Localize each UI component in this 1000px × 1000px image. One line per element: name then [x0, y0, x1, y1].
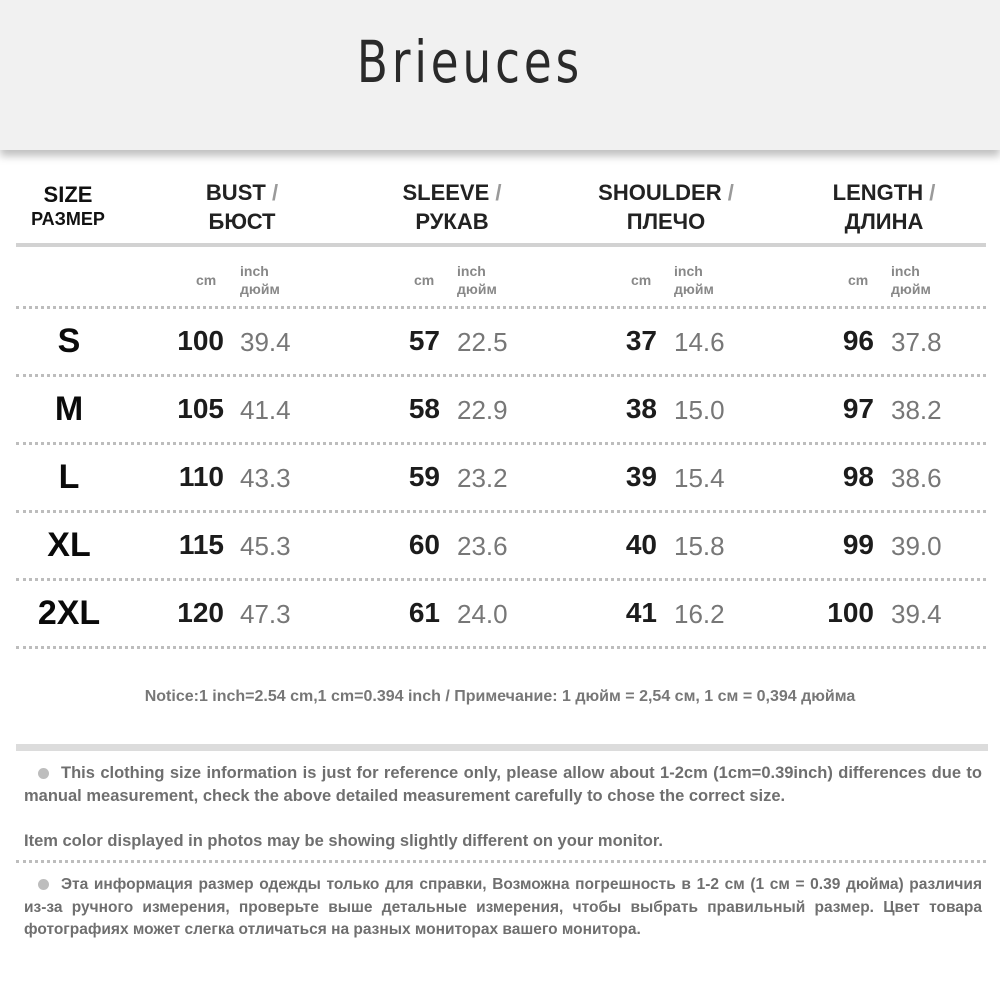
unit-cm: cm: [414, 272, 435, 288]
bust-cm: 110: [178, 461, 224, 492]
length-cm: 98: [842, 461, 874, 492]
shoulder-inch: 15.0: [674, 395, 725, 425]
unit-inch-en: inch: [674, 263, 703, 279]
sleeve-cm: 60: [408, 529, 440, 560]
length-inch: 39.0: [891, 531, 942, 561]
unit-cm: cm: [848, 272, 869, 288]
shoulder-cm: 40: [625, 529, 657, 560]
disclaimer-en: [24, 762, 982, 807]
unit-inch-en: inch: [240, 263, 269, 279]
shoulder-inch: 15.8: [674, 531, 725, 561]
length-cm: 97: [842, 393, 874, 424]
column-header-bust: [142, 178, 342, 236]
sleeve-inch: 24.0: [457, 599, 508, 629]
length-cm: 99: [842, 529, 874, 560]
row-divider: [16, 442, 986, 445]
column-header-ru: РУКАВ: [415, 209, 489, 234]
sleeve-cm: 61: [408, 597, 440, 628]
shoulder-cm: 39: [625, 461, 657, 492]
length-inch: 37.8: [891, 327, 942, 357]
column-header-en: BUST: [205, 180, 266, 205]
sleeve-inch: 23.6: [457, 531, 508, 561]
unit-inch: [891, 262, 931, 298]
unit-cm: cm: [196, 272, 217, 288]
shoulder-inch: 16.2: [674, 599, 725, 629]
disclaimer-ru-text: Эта информация размер одежды только для справки, Возможна погрешность в 1-2 см (1 см = 0.39 дюйма) различия из-за ручного измерения, проверьте выше детальные измерения, чтобы выбрать правильный размер. Цвет товара фотографиях может слегка отличаться на разных мониторах вашего монитора.: [24, 876, 982, 938]
unit-inch: [457, 262, 497, 298]
column-header-shoulder: [566, 178, 766, 236]
length-cm: 100: [827, 597, 874, 628]
sleeve-cm: 58: [408, 393, 440, 424]
length-cm: 96: [842, 325, 874, 356]
bust-inch: 45.3: [240, 531, 291, 561]
length-inch: 39.4: [891, 599, 942, 629]
bust-inch: 39.4: [240, 327, 291, 357]
size-label: M: [54, 390, 84, 428]
size-label: XL: [47, 526, 91, 564]
shoulder-inch: 14.6: [674, 327, 725, 357]
unit-inch: [674, 262, 714, 298]
sleeve-cm: 57: [408, 325, 440, 356]
bust-inch: 41.4: [240, 395, 291, 425]
length-inch: 38.6: [891, 463, 942, 493]
conversion-notice: Notice:1 inch=2.54 cm,1 cm=0.394 inch / Примечание: 1 дюйм = 2,54 см, 1 см = 0,394 дюйма: [144, 688, 856, 705]
brand-header: [0, 0, 1000, 150]
brand-logo: Brieuces: [356, 28, 584, 96]
unit-inch-en: inch: [891, 263, 920, 279]
row-divider: [16, 306, 986, 309]
column-header-ru: БЮСТ: [208, 209, 276, 234]
bust-cm: 115: [178, 529, 224, 560]
size-header: [20, 182, 116, 230]
bust-cm: 100: [177, 325, 224, 356]
column-header-en: SHOULDER: [598, 180, 722, 205]
column-header-en: SLEEVE: [402, 180, 490, 205]
column-header-en: LENGTH: [832, 180, 924, 205]
unit-inch: [240, 262, 280, 298]
size-label: 2XL: [37, 594, 101, 632]
slash: /: [929, 180, 936, 205]
disclaimer-en-color: Item color displayed in photos may be showing slightly different on your monitor.: [24, 832, 663, 850]
row-divider: [16, 510, 986, 513]
column-header-ru: ДЛИНА: [844, 209, 924, 234]
bullet-icon: [38, 879, 49, 890]
unit-inch-ru: дюйм: [457, 281, 497, 297]
unit-cm: cm: [631, 272, 652, 288]
sleeve-inch: 22.5: [457, 327, 508, 357]
bust-cm: 105: [177, 393, 224, 424]
size-label: S: [57, 322, 81, 360]
shoulder-cm: 41: [625, 597, 657, 628]
column-header-sleeve: [352, 178, 552, 236]
bullet-icon: [38, 768, 49, 779]
section-divider: [16, 744, 988, 751]
sleeve-inch: 22.9: [457, 395, 508, 425]
row-divider: [16, 374, 986, 377]
header-divider: [16, 243, 986, 247]
slash: /: [495, 180, 502, 205]
sleeve-inch: 23.2: [457, 463, 508, 493]
paragraph-divider: [16, 860, 986, 863]
size-header-en: SIZE: [43, 182, 93, 207]
disclaimer-ru: [24, 874, 982, 942]
bust-inch: 47.3: [240, 599, 291, 629]
size-label: L: [58, 458, 80, 496]
shoulder-cm: 37: [625, 325, 657, 356]
unit-inch-ru: дюйм: [674, 281, 714, 297]
row-divider: [16, 646, 986, 649]
shoulder-cm: 38: [625, 393, 657, 424]
unit-inch-ru: дюйм: [240, 281, 280, 297]
column-header-ru: ПЛЕЧО: [626, 209, 706, 234]
disclaimer-en-text: This clothing size information is just for reference only, please allow about 1-2cm (1cm=0.39inch) differences due to manual measurement, check the above detailed measurement carefully to chose the correct size.: [24, 764, 982, 805]
bust-cm: 120: [177, 597, 224, 628]
unit-inch-ru: дюйм: [891, 281, 931, 297]
sleeve-cm: 59: [408, 461, 440, 492]
shoulder-inch: 15.4: [674, 463, 725, 493]
bust-inch: 43.3: [240, 463, 291, 493]
column-header-length: [784, 178, 984, 236]
length-inch: 38.2: [891, 395, 942, 425]
size-header-ru: РАЗМЕР: [31, 209, 105, 229]
slash: /: [271, 180, 279, 205]
row-divider: [16, 578, 986, 581]
slash: /: [727, 180, 734, 205]
unit-inch-en: inch: [457, 263, 486, 279]
